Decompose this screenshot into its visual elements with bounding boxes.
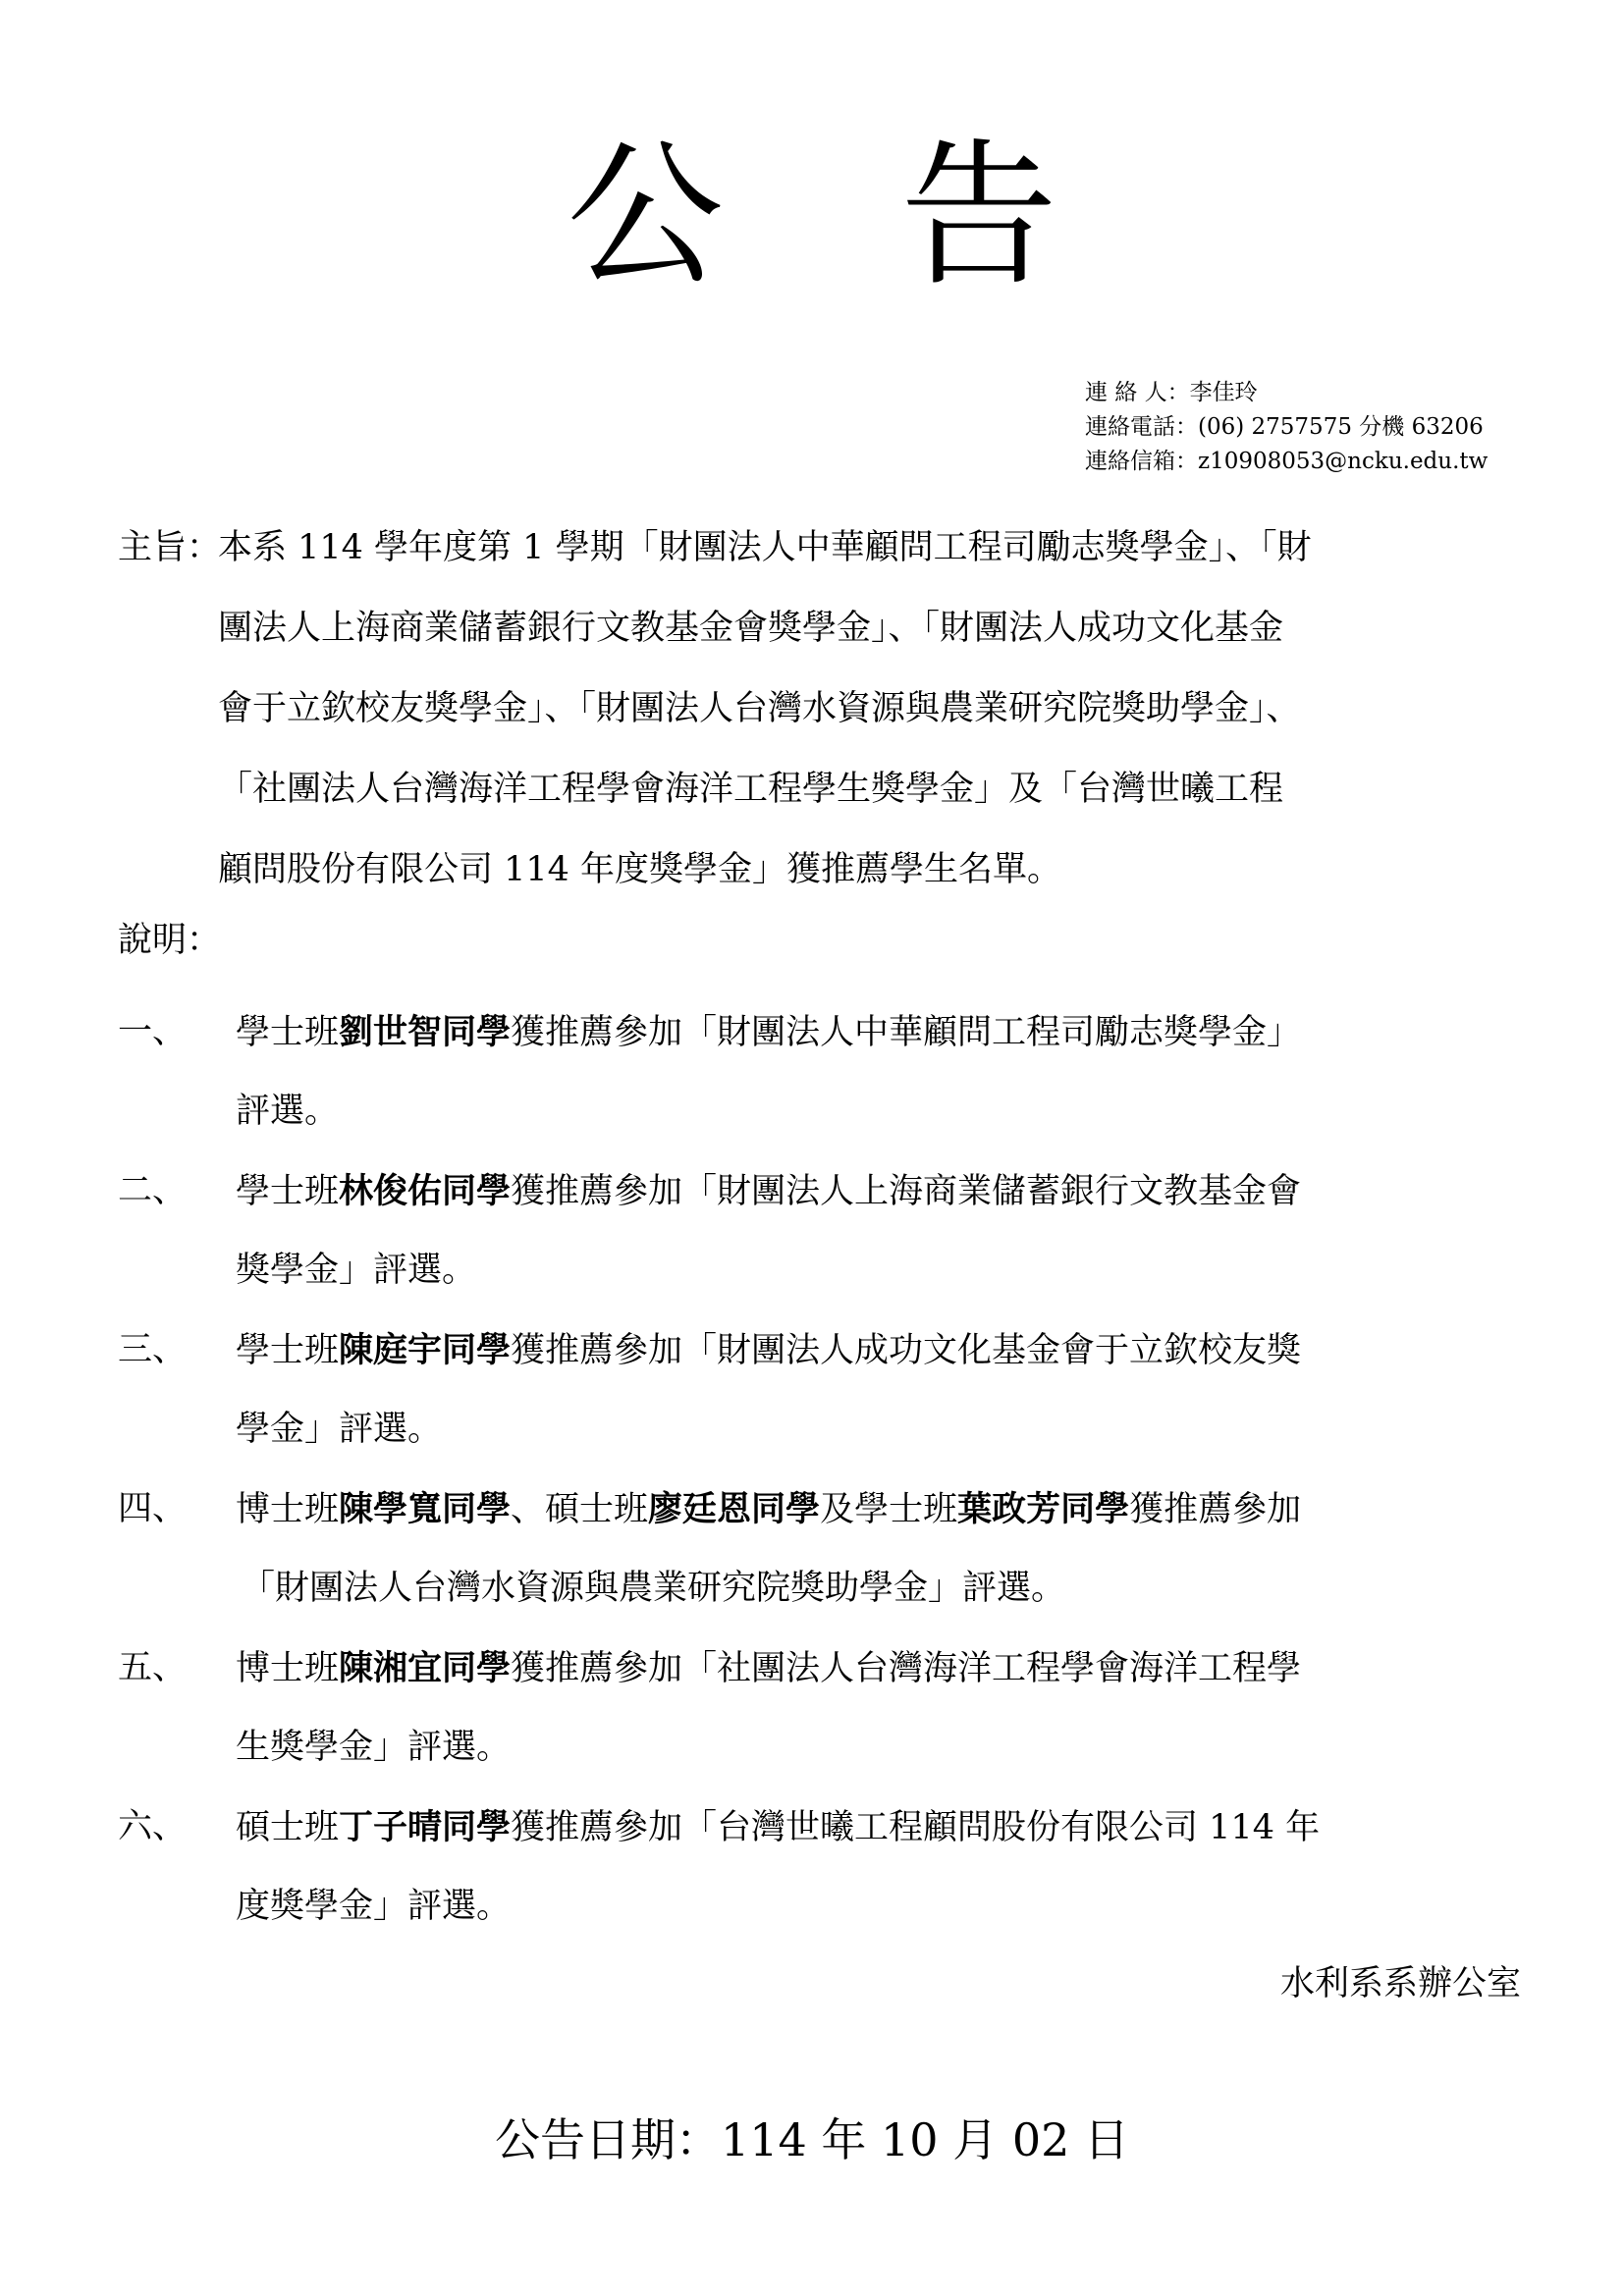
- item-suffix: 獲推薦參加「社團法人台灣海洋工程學會海洋工程學: [511, 1649, 1302, 1688]
- item-number: 五、: [118, 1648, 188, 1687]
- item-prefix: 學士班: [236, 1172, 340, 1211]
- contact-person-label: 連 絡 人：: [1085, 380, 1190, 405]
- item-line-2: 度獎學金」評選。: [236, 1887, 512, 1926]
- item-middle-1: 、碩士班: [511, 1490, 649, 1529]
- item-suffix: 獲推薦參加: [1129, 1490, 1302, 1529]
- list-item: [118, 1311, 1532, 1470]
- announcement-date: 公告日期：114 年 10 月 02 日: [495, 2113, 1129, 2166]
- subject-body: [218, 507, 1624, 910]
- item-text: [236, 1152, 1532, 1309]
- page-title: [0, 124, 1624, 307]
- item-line-2: 「財團法人台灣水資源與農業研究院獎助學金」評選。: [241, 1569, 1066, 1608]
- item-text: [236, 1789, 1532, 1946]
- student-name: 陳學寬同學: [339, 1490, 512, 1529]
- item-middle-2: 及學士班: [820, 1490, 958, 1529]
- student-name: 陳湘宜同學: [339, 1649, 512, 1688]
- item-line-1: [236, 1789, 1532, 1867]
- contact-block: [1085, 376, 1488, 479]
- contact-person-row: [1085, 376, 1488, 410]
- item-suffix: 獲推薦參加「台灣世曦工程顧問股份有限公司 114 年: [511, 1808, 1321, 1847]
- item-text: [236, 1311, 1532, 1468]
- list-item: [118, 1152, 1532, 1311]
- item-line-1: [236, 993, 1532, 1072]
- item-prefix: 博士班: [236, 1649, 340, 1688]
- contact-phone: (06) 2757575 分機 63206: [1198, 414, 1484, 440]
- item-line-2: 獎學金」評選。: [236, 1251, 477, 1290]
- title-char-1: 公: [566, 124, 724, 307]
- item-prefix: 學士班: [236, 1331, 340, 1370]
- item-prefix: 學士班: [236, 1013, 340, 1052]
- student-name: 林俊佑同學: [339, 1172, 512, 1211]
- item-line-2: 評選。: [236, 1092, 340, 1131]
- student-name: 陳庭宇同學: [339, 1331, 512, 1370]
- list-item: [118, 993, 1532, 1152]
- item-prefix: 碩士班: [236, 1808, 340, 1847]
- issuing-office: 水利系系辦公室: [1279, 1964, 1521, 2003]
- item-number: 四、: [118, 1489, 188, 1528]
- student-name: 丁子晴同學: [339, 1808, 512, 1847]
- contact-email: z10908053@ncku.edu.tw: [1198, 449, 1489, 474]
- item-prefix: 博士班: [236, 1490, 340, 1529]
- item-line-1: [236, 1152, 1532, 1231]
- list-item: [118, 1470, 1532, 1629]
- explanation-list: [118, 993, 1532, 1948]
- student-name: 葉政芳同學: [957, 1490, 1130, 1529]
- item-suffix: 獲推薦參加「財團法人上海商業儲蓄銀行文教基金會: [511, 1172, 1302, 1211]
- item-line-1: [236, 1470, 1532, 1549]
- subject-line: 會于立欽校友獎學金」、「財團法人台灣水資源與農業研究院獎助學金」、: [218, 689, 1301, 728]
- subject-line: 團法人上海商業儲蓄銀行文教基金會獎學金」、「財團法人成功文化基金: [218, 609, 1284, 648]
- item-text: [236, 1629, 1532, 1787]
- item-number: 二、: [118, 1171, 188, 1210]
- explanation-label: 說明：: [118, 921, 222, 960]
- subject-line: 本系 114 學年度第 1 學期「財團法人中華顧問工程司勵志獎學金」、「財: [218, 528, 1312, 567]
- student-name: 劉世智同學: [339, 1013, 512, 1052]
- list-item: [118, 1629, 1532, 1789]
- item-line-1: [236, 1629, 1532, 1708]
- contact-person: 李佳玲: [1189, 380, 1258, 405]
- item-line-2: 學金」評選。: [236, 1410, 443, 1449]
- item-line-1: [236, 1311, 1532, 1390]
- subject-label: 主旨：: [118, 528, 222, 567]
- contact-phone-label: 連絡電話：: [1085, 414, 1198, 440]
- item-number: 六、: [118, 1807, 188, 1846]
- item-text: [236, 993, 1532, 1150]
- contact-phone-row: [1085, 410, 1488, 445]
- contact-email-row: [1085, 445, 1488, 479]
- contact-email-label: 連絡信箱：: [1085, 449, 1198, 474]
- item-text: [236, 1470, 1532, 1628]
- item-line-2: 生獎學金」評選。: [236, 1728, 512, 1767]
- item-number: 三、: [118, 1330, 188, 1369]
- item-suffix: 獲推薦參加「財團法人中華顧問工程司勵志獎學金」: [511, 1013, 1302, 1052]
- item-suffix: 獲推薦參加「財團法人成功文化基金會于立欽校友獎: [511, 1331, 1302, 1370]
- item-number: 一、: [118, 1012, 188, 1051]
- subject-line: 「社團法人台灣海洋工程學會海洋工程學生獎學金」及「台灣世曦工程: [218, 770, 1284, 809]
- subject-line: 顧問股份有限公司 114 年度獎學金」獲推薦學生名單。: [218, 850, 1062, 889]
- student-name: 廖廷恩同學: [648, 1490, 821, 1529]
- list-item: [118, 1789, 1532, 1948]
- title-char-2: 告: [900, 124, 1058, 307]
